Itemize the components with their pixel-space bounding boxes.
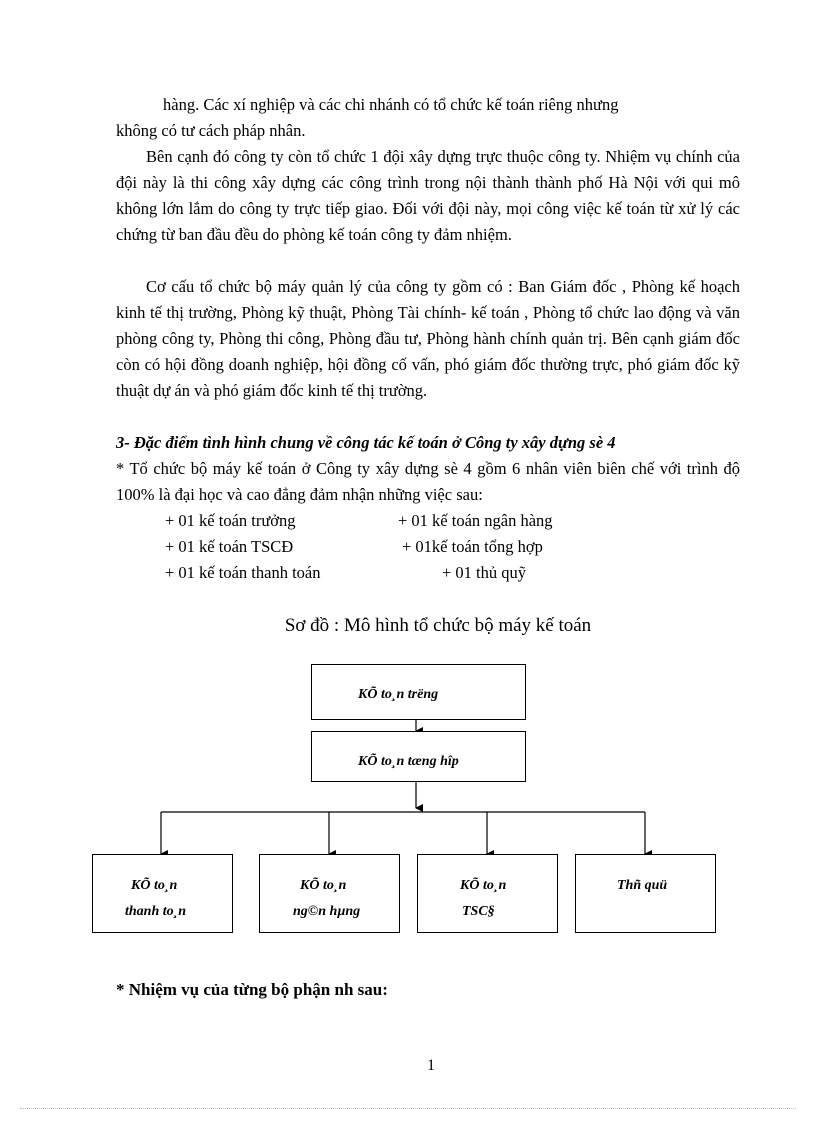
box-fixed-assets-accountant [417,854,558,933]
paragraph-1-line-2: không có tư cách pháp nhân. [116,121,306,140]
paragraph-3: Cơ cấu tổ chức bộ máy quản lý của công ty gồm có : Ban Giám đốc , Phòng kế hoạch kinh tế thị trường, Phòng kỹ thuật, Phòng Tài chính- kế toán , Phòng tổ chức lao động và văn phòng công ty, Phòng thi công, Phòng đầu tư, Phòng hành chính quản trị. Bên cạnh giám đốc còn có hội đồng doanh nghiệp, hội đồng cố vấn, phó giám đốc thường trực, phó giám đốc kỹ thuật dự án và phó giám đốc kinh tế thị trường. [116,277,740,400]
tasks-heading: * Nhiệm vụ của từng bộ phận nh sau: [116,980,388,999]
paragraph-2: Bên cạnh đó công ty còn tổ chức 1 đội xây dựng trực thuộc công ty. Nhiệm vụ chính của đội này là thi công xây dựng các công trình trong nội thành thành phố Hà Nội với qui mô không lớn lắm do công ty trực tiếp giao. Đối với đội này, mọi công việc kế toán từ xử lý các chứng từ ban đầu đều do phòng kế toán công ty đảm nhiệm. [116,147,740,244]
box-chief-accountant [311,664,526,720]
box-fixed-assets-label-line-2: TSC§ [462,904,495,919]
page-bottom-rule [20,1108,796,1109]
box-treasurer [575,854,716,933]
staff-item: + 01 kế toán ngân hàng [398,511,553,530]
page-number: 1 [427,1057,435,1074]
box-chief-accountant-label: KÕ to¸n trëng [358,687,439,702]
box-bank-accountant [259,854,400,933]
box-payment-label-line-2: thanh to¸n [125,904,187,919]
box-payment-accountant [92,854,233,933]
section-heading: 3- Đặc điểm tình hình chung về công tác kế toán ở Công ty xây dựng sè 4 [116,433,616,452]
box-general-accountant-label: KÕ to¸n tæng hîp [358,754,459,769]
box-fixed-assets-label-line-1: KÕ to¸n [460,878,507,893]
box-bank-label-line-2: ng©n hµng [293,904,361,919]
staff-item: + 01 kế toán trưởng [165,511,296,530]
staff-item: + 01kế toán tổng hợp [402,537,543,556]
staff-item: + 01 thủ quỹ [442,563,527,582]
staff-item: + 01 kế toán thanh toán [165,563,321,582]
diagram-title: Sơ đồ : Mô hình tổ chức bộ máy kế toán [284,615,592,636]
box-payment-label-line-1: KÕ to¸n [131,878,178,893]
box-bank-label-line-1: KÕ to¸n [300,878,347,893]
box-general-accountant [311,731,526,782]
staff-intro: * Tổ chức bộ máy kế toán ở Công ty xây dựng sè 4 gồm 6 nhân viên biên chế với trình độ 100% là đại học và cao đẳng đảm nhận những việc sau: [116,459,740,504]
staff-item: + 01 kế toán TSCĐ [165,537,294,556]
paragraph-1-line-1: hàng. Các xí nghiệp và các chi nhánh có tổ chức kế toán riêng nhưng [163,95,619,114]
box-treasurer-label: Thñ quü [617,878,668,893]
